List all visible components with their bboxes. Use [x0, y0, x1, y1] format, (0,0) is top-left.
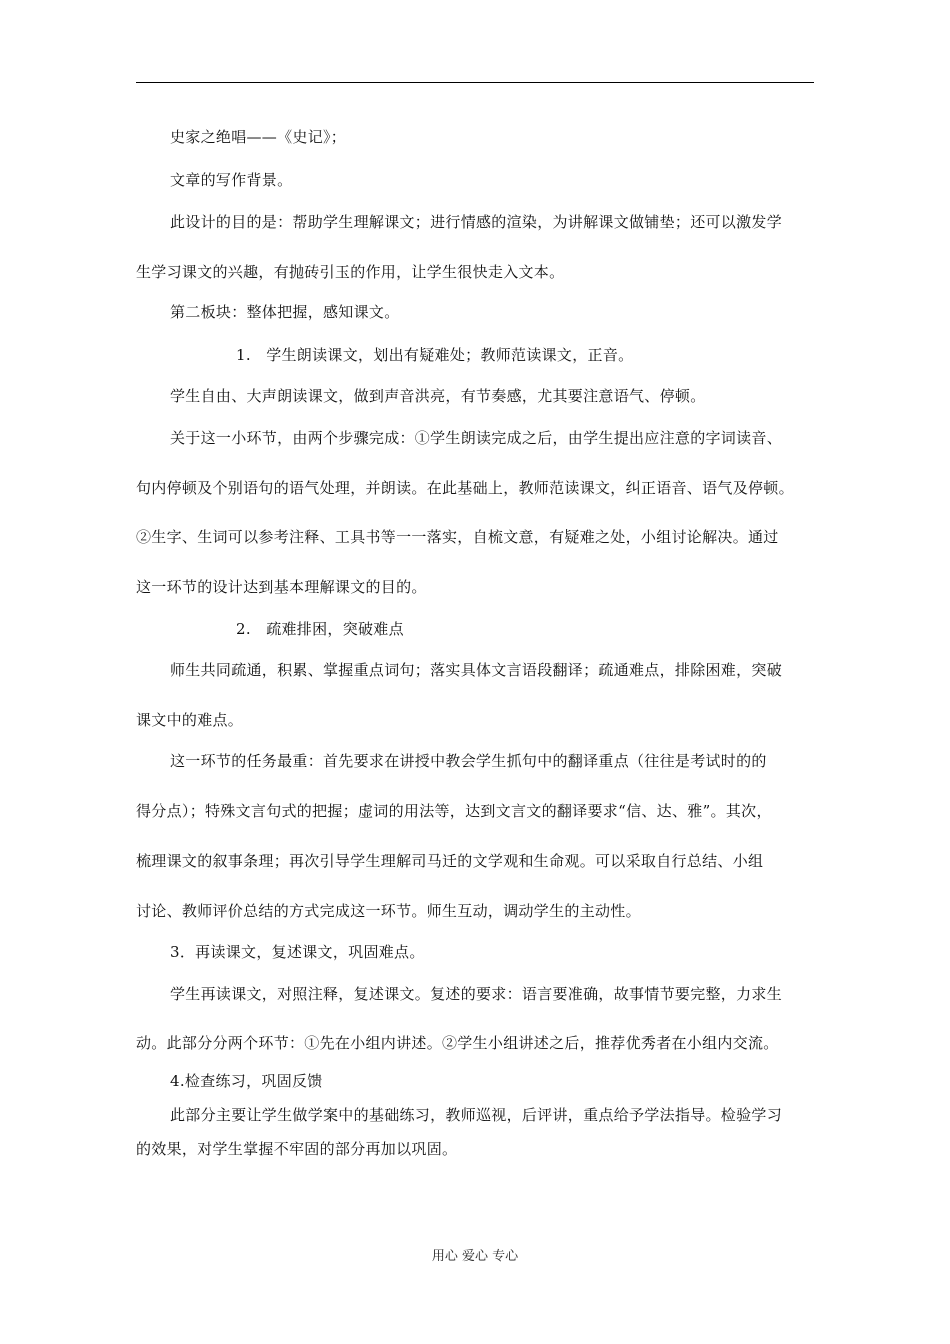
numbered-heading: 1. 学生朗读课文，划出有疑难处；教师范读课文，正音。: [236, 346, 634, 364]
paragraph-line: 史家之绝唱——《史记》；: [170, 128, 347, 146]
paragraph-line: 师生共同疏通，积累、掌握重点词句；落实具体文言语段翻译；疏通难点，排除困难，突破: [170, 661, 783, 679]
paragraph-line: 关于这一小环节，由两个步骤完成：①学生朗读完成之后，由学生提出应注意的字词读音、: [170, 429, 783, 447]
paragraph-line: 文章的写作背景。: [170, 171, 293, 189]
page-footer: 用心 爱心 专心: [431, 1249, 519, 1264]
paragraph-line: 这一环节的设计达到基本理解课文的目的。: [136, 578, 427, 596]
numbered-heading: 3．再读课文，复述课文，巩固难点。: [170, 943, 425, 961]
paragraph-line: 的效果，对学生掌握不牢固的部分再加以巩固。: [136, 1140, 458, 1158]
paragraph-line: 梳理课文的叙事条理；再次引导学生理解司马迁的文学观和生命观。可以采取自行总结、小组: [136, 852, 764, 870]
paragraph-line: 得分点）；特殊文言句式的把握；虚词的用法等，达到文言文的翻译要求“信、达、雅”。其次，: [136, 802, 772, 820]
paragraph-line: 句内停顿及个别语句的语气处理，并朗读。在此基础上，教师范读课文，纠正语音、语气及停顿。: [136, 479, 794, 497]
header-rule: [136, 82, 814, 83]
paragraph-line: 此部分主要让学生做学案中的基础练习，教师巡视，后评讲，重点给予学法指导。检验学习: [170, 1106, 783, 1124]
paragraph-line: ②生字、生词可以参考注释、工具书等一一落实，自梳文意，有疑难之处，小组讨论解决。通过: [136, 528, 779, 546]
numbered-heading: 2. 疏难排困，突破难点: [236, 620, 404, 638]
numbered-heading: 4.检查练习，巩固反馈: [170, 1072, 323, 1090]
paragraph-line: 学生自由、大声朗读课文，做到声音洪亮，有节奏感，尤其要注意语气、停顿。: [170, 387, 706, 405]
paragraph-line: 这一环节的任务最重：首先要求在讲授中教会学生抓句中的翻译重点（往往是考试时的的: [170, 752, 767, 770]
paragraph-line: 动。此部分分两个环节：①先在小组内讲述。②学生小组讲述之后，推荐优秀者在小组内交流。: [136, 1034, 779, 1052]
section-heading: 第二板块：整体把握，感知课文。: [170, 303, 400, 321]
paragraph-line: 此设计的目的是：帮助学生理解课文；进行情感的渲染，为讲解课文做铺垫；还可以激发学: [170, 213, 783, 231]
paragraph-line: 讨论、教师评价总结的方式完成这一环节。师生互动，调动学生的主动性。: [136, 902, 641, 920]
paragraph-line: 课文中的难点。: [136, 711, 244, 729]
paragraph-line: 学生再读课文，对照注释，复述课文。复述的要求：语言要准确，故事情节要完整，力求生: [170, 985, 783, 1003]
paragraph-line: 生学习课文的兴趣，有抛砖引玉的作用，让学生很快走入文本。: [136, 263, 565, 281]
